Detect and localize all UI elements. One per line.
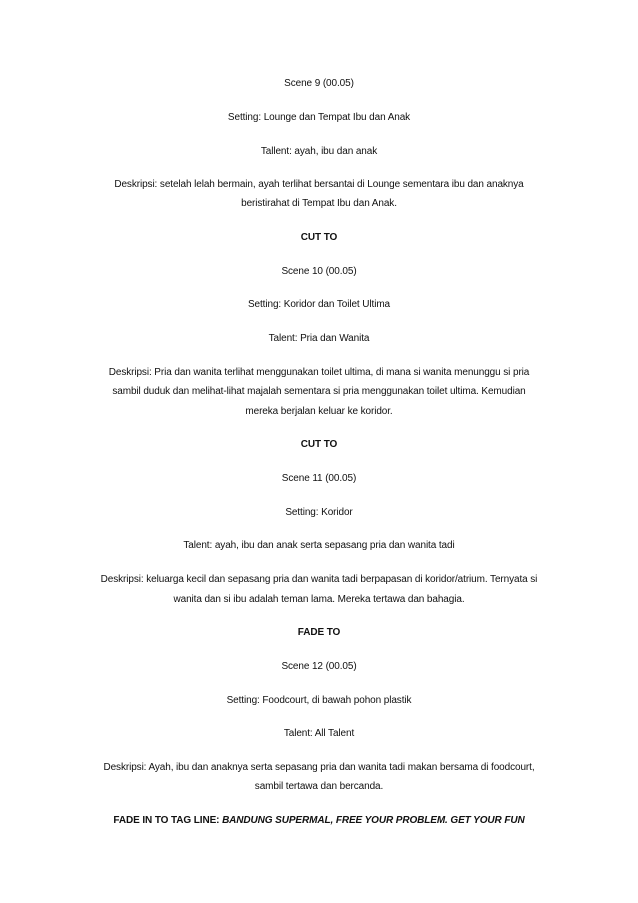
scene-talent: Talent: ayah, ibu dan anak serta sepasang pria dan wanita tadi	[183, 540, 455, 551]
scene-description-line: mereka berjalan keluar ke koridor.	[245, 406, 393, 417]
scene-description-line: sambil duduk dan melihat-lihat majalah sementara si pria menggunakan toilet ultima. Kemudian	[112, 386, 526, 397]
scene-title: Scene 12 (00.05)	[281, 661, 357, 672]
tagline-text: BANDUNG SUPERMAL, FREE YOUR PROBLEM. GET YOUR FUN	[222, 815, 525, 826]
scene-talent: Tallent: ayah, ibu dan anak	[260, 146, 378, 157]
scene-setting: Setting: Koridor	[285, 507, 353, 518]
scene-title: Scene 10 (00.05)	[281, 266, 357, 277]
scene-transition: CUT TO	[300, 232, 338, 243]
scene-description-line: Deskripsi: Pria dan wanita terlihat menggunakan toilet ultima, di mana si wanita menunggu si pria	[108, 367, 530, 378]
tagline-prefix: FADE IN TO TAG LINE:	[113, 815, 223, 826]
scene-transition: CUT TO	[300, 439, 338, 450]
tagline	[40, 814, 598, 828]
scene-description-line: Deskripsi: Ayah, ibu dan anaknya serta sepasang pria dan wanita tadi makan bersama di foodcourt,	[103, 762, 535, 773]
scene-talent: Talent: All Talent	[283, 728, 355, 739]
scene-title: Scene 9 (00.05)	[284, 78, 354, 89]
scene-setting: Setting: Koridor dan Toilet Ultima	[247, 299, 391, 310]
scene-talent: Talent: Pria dan Wanita	[268, 333, 370, 344]
scene-setting: Setting: Lounge dan Tempat Ibu dan Anak	[227, 112, 411, 123]
scene-description-line: wanita dan si ibu adalah teman lama. Mereka tertawa dan bahagia.	[173, 594, 465, 605]
scene-transition: FADE TO	[297, 627, 341, 638]
scene-setting: Setting: Foodcourt, di bawah pohon plastik	[226, 695, 412, 706]
scene-title: Scene 11 (00.05)	[281, 473, 357, 484]
scene-description-line: sambil tertawa dan bercanda.	[254, 781, 384, 792]
scene-description-line: beristirahat di Tempat Ibu dan Anak.	[241, 198, 397, 209]
scene-description-line: Deskripsi: keluarga kecil dan sepasang pria dan wanita tadi berpapasan di koridor/atrium. Ternyata si	[100, 574, 538, 585]
scene-description-line: Deskripsi: setelah lelah bermain, ayah terlihat bersantai di Lounge sementara ibu dan anaknya	[114, 179, 524, 190]
